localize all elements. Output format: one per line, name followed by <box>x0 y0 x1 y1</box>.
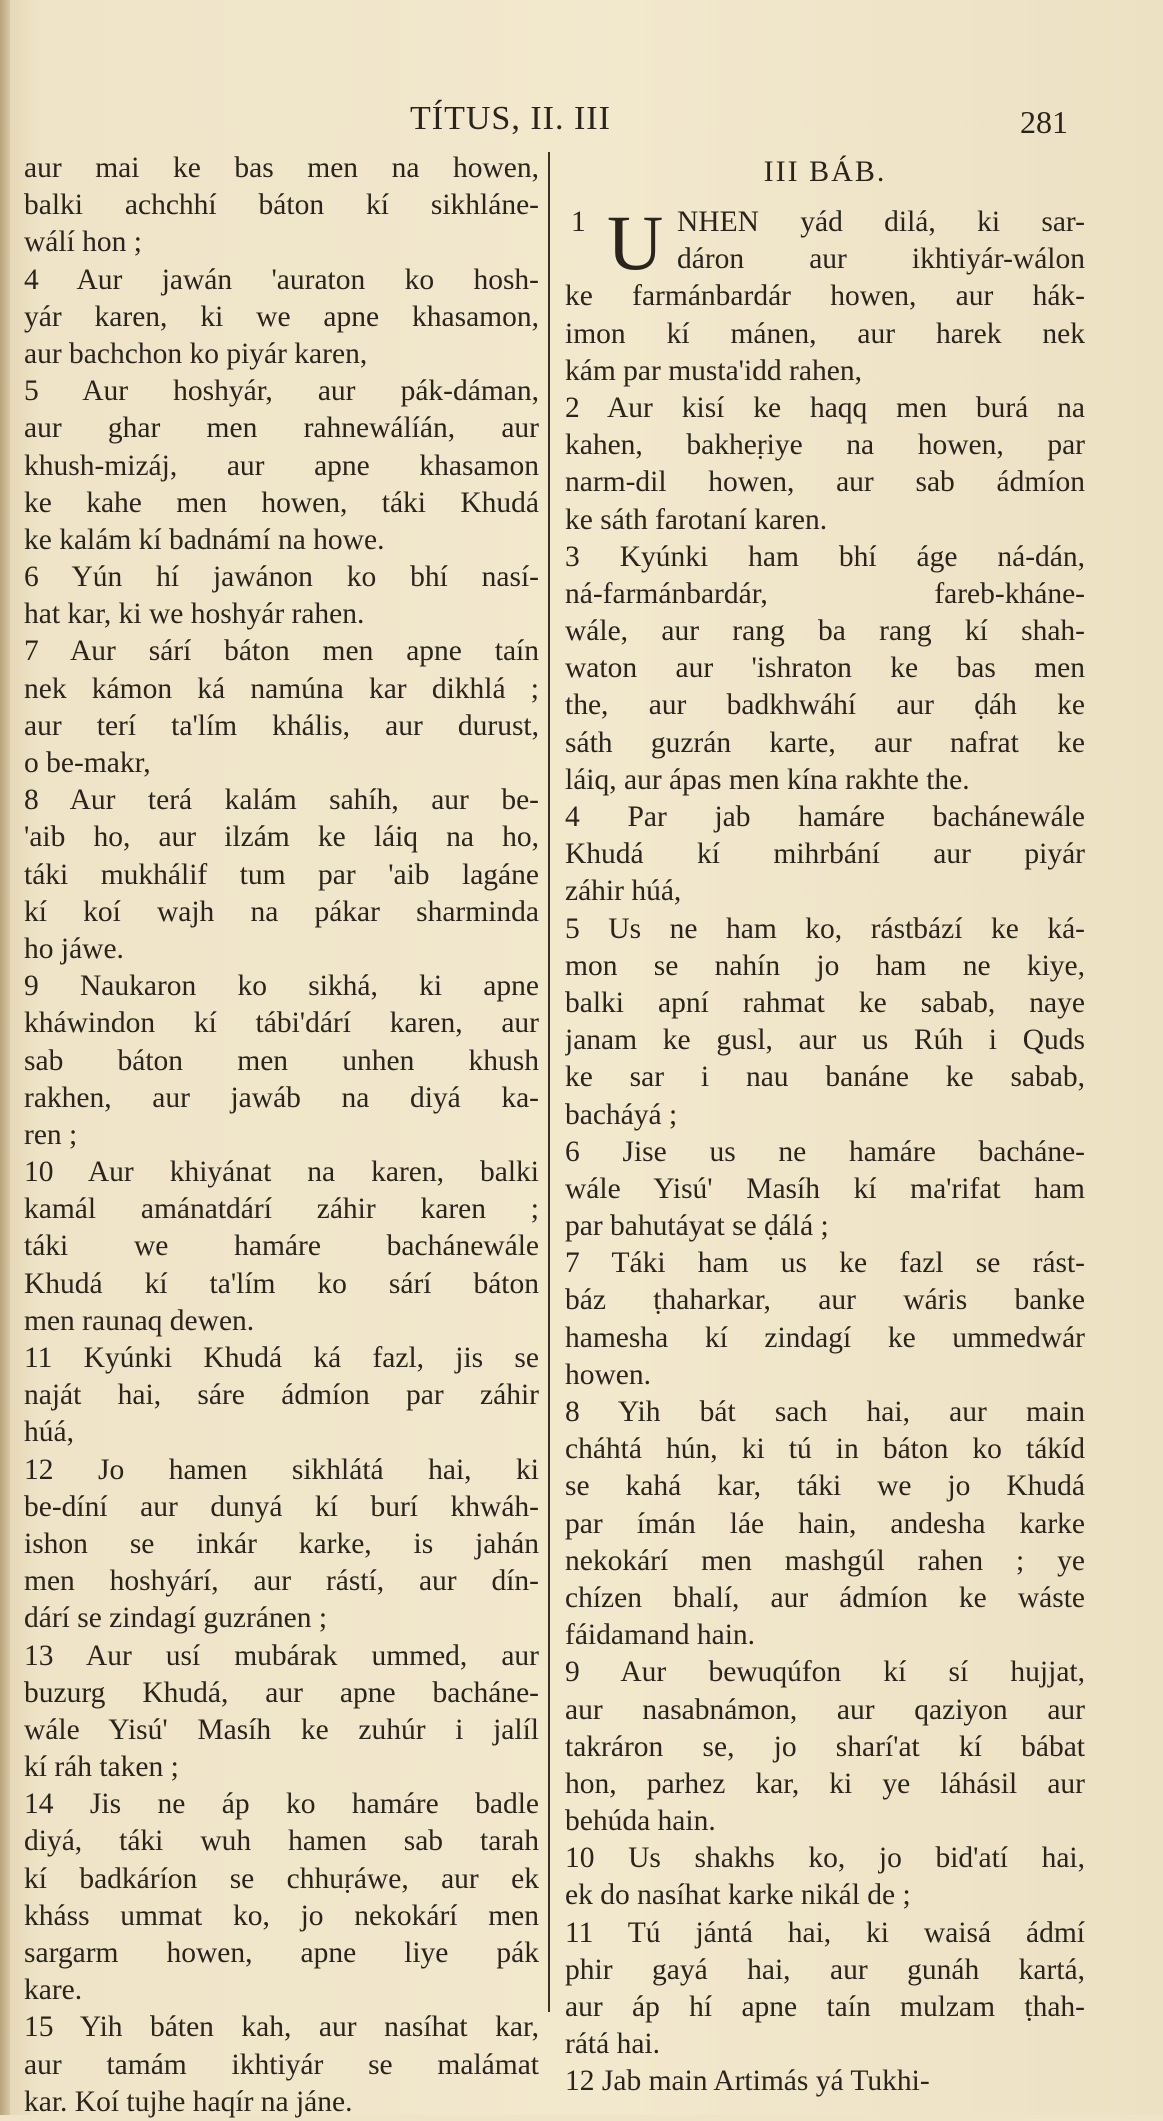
left-column <box>24 150 539 2121</box>
page-number: 281 <box>1020 104 1068 140</box>
text-line: kare. <box>24 1974 83 2007</box>
text-line: ek do nasíhat karke nikál de ; <box>565 1879 911 1912</box>
text-line: se kahá kar, táki we jo Khudá <box>565 1470 1085 1503</box>
text-line: kháwindon kí tábi'dárí karen, aur <box>24 1007 539 1040</box>
text-line: aur áp hí apne taín mulzam ṭhah- <box>565 1991 1085 2023</box>
text-line: waton aur 'ishraton ke bas men <box>565 652 1085 685</box>
text-line: diyá, táki wuh hamen sab tarah <box>24 1825 539 1858</box>
text-line: men hoshyárí, aur rástí, aur dín- <box>24 1565 539 1598</box>
running-title: TÍTUS, II. III <box>410 100 611 137</box>
text-line: sab báton men unhen khush <box>24 1044 539 1077</box>
text-line: 9 Aur bewuqúfon kí sí hujjat, <box>565 1656 1085 1689</box>
text-line: aur tamám ikhtiyár se malámat <box>24 2048 539 2081</box>
text-line: hon, parhez kar, ki ye láhásil aur <box>565 1767 1085 1800</box>
drop-cap: U <box>607 199 664 286</box>
text-line: men raunaq dewen. <box>24 1304 255 1337</box>
text-line: wále Yisú' Masíh ke zuhúr i jalíl <box>24 1713 539 1746</box>
text-line: 6 Jise us ne hamáre bacháne- <box>565 1135 1085 1168</box>
text-line: dárí se zindagí guzránen ; <box>24 1602 328 1635</box>
text-line: Khudá kí ta'lím ko sárí báton <box>24 1267 539 1300</box>
text-line: kamál amánatdárí záhir karen ; <box>24 1193 539 1226</box>
text-line: 9 Naukaron ko sikhá, ki apne <box>24 970 539 1003</box>
text-line: sáth guzrán karte, aur nafrat ke <box>565 726 1085 759</box>
text-line: par bahutáyat se ḍálá ; <box>565 1210 829 1243</box>
verse-1-line-2: dáron aur ikhtiyár-wálon <box>677 243 1085 276</box>
text-line: ke farmánbardár howen, aur hák- <box>565 280 1085 313</box>
text-line: ho jáwe. <box>24 932 124 965</box>
verse-1-number: 1 <box>571 206 586 238</box>
column-divider <box>548 152 550 2012</box>
text-line: 15 Yih báten kah, aur nasíhat kar, <box>24 2011 539 2044</box>
text-line: wálí hon ; <box>24 226 142 259</box>
text-line: phir gayá hai, aur gunáh kartá, <box>565 1953 1085 1986</box>
text-line: howen. <box>565 1358 652 1391</box>
text-line: kháss ummat ko, jo nekokárí men <box>24 1899 539 1932</box>
text-line: 10 Us shakhs ko, jo bid'atí hai, <box>565 1842 1085 1875</box>
text-line: ishon se inkár karke, is jahán <box>24 1527 539 1560</box>
text-line: 'aib ho, aur ilzám ke láiq na ho, <box>24 821 539 854</box>
text-line: kahen, bakheṛiye na howen, par <box>565 429 1085 462</box>
text-line: 7 Aur sárí báton men apne taín <box>24 635 539 668</box>
text-line: ke sáth farotaní karen. <box>565 503 828 536</box>
text-line: 12 Jo hamen sikhlátá hai, ki <box>24 1453 539 1486</box>
text-line: ke kalám kí badnámí na howe. <box>24 523 385 556</box>
text-line: ke kahe men howen, táki Khudá <box>24 486 539 519</box>
text-line: aur ghar men rahnewálíán, aur <box>24 412 539 445</box>
text-line: 8 Aur terá kalám sahíh, aur be- <box>24 784 539 817</box>
text-line: 5 Us ne ham ko, rástbází ke ká- <box>565 912 1085 945</box>
verse-1-opening <box>565 199 1085 286</box>
text-line: 3 Kyúnki ham bhí áge ná-dán, <box>565 540 1085 573</box>
text-line: wále Yisú' Masíh kí ma'rifat ham <box>565 1172 1085 1205</box>
text-line: imon kí mánen, aur harek nek <box>565 317 1085 350</box>
text-line: táki we hamáre bachánewále <box>24 1230 539 1263</box>
text-line: láiq, aur ápas men kína rakhte the. <box>565 763 970 796</box>
text-line: 7 Táki ham us ke fazl se rást- <box>565 1247 1085 1280</box>
text-line: 8 Yih bát sach hai, aur main <box>565 1396 1085 1428</box>
text-line: behúda hain. <box>565 1805 716 1838</box>
text-line: be-díní aur dunyá kí burí khwáh- <box>24 1490 539 1523</box>
text-line: takráron se, jo sharí'at kí bábat <box>565 1730 1085 1763</box>
text-line: khush-mizáj, aur apne khasamon <box>24 449 539 482</box>
verse-1-line-1: NHEN yád dilá, ki sar- <box>677 206 1085 238</box>
text-line: sargarm howen, apne liye pák <box>24 1937 539 1969</box>
text-line: wále, aur rang ba rang kí shah- <box>565 615 1085 648</box>
text-line: 5 Aur hoshyár, aur pák-dáman, <box>24 375 539 408</box>
text-line: chízen bhalí, aur ádmíon ke wáste <box>565 1581 1085 1614</box>
text-line: 11 Kyúnki Khudá ká fazl, jis se <box>24 1342 539 1374</box>
text-line: 2 Aur kisí ke haqq men burá na <box>565 391 1085 424</box>
page-binding-edge <box>0 0 10 2115</box>
text-line: hamesha kí zindagí ke ummedwár <box>565 1321 1085 1354</box>
text-line: kí ráh taken ; <box>24 1751 179 1784</box>
text-line: húá, <box>24 1416 74 1449</box>
text-line: 4 Aur jawán 'auraton ko hosh- <box>24 263 539 296</box>
text-line: 6 Yún hí jawánon ko bhí nasí- <box>24 561 539 594</box>
text-line: kí badkáríon se chhuṛáwe, aur ek <box>24 1862 539 1895</box>
text-line: aur terí ta'lím khális, aur durust, <box>24 709 539 742</box>
text-line: táki mukhálif tum par 'aib lagáne <box>24 858 539 891</box>
page-header <box>0 100 1163 150</box>
text-line: bacháyá ; <box>565 1098 678 1131</box>
text-line: kar. Koí tujhe haqír na jáne. <box>24 2085 353 2118</box>
right-column-text <box>565 278 1085 2100</box>
right-column <box>565 150 1085 2101</box>
text-line: ná-farmánbardár, fareb-kháne- <box>565 577 1085 610</box>
text-line: rátá hai. <box>565 2028 660 2061</box>
text-line: aur bachchon ko piyár karen, <box>24 337 368 370</box>
text-line: Khudá kí mihrbání aur piyár <box>565 838 1085 871</box>
text-line: yár karen, ki we apne khasamon, <box>24 300 539 333</box>
text-line: par ímán láe hain, andesha karke <box>565 1507 1085 1540</box>
text-line: janam ke gusl, aur us Rúh i Quds <box>565 1024 1085 1057</box>
chapter-heading: III BÁB. <box>763 155 887 188</box>
text-line: 10 Aur khiyánat na karen, balki <box>24 1156 539 1189</box>
text-line: naját hai, sáre ádmíon par záhir <box>24 1379 539 1412</box>
text-line: nek kámon ká namúna kar dikhlá ; <box>24 672 539 705</box>
text-line: the, aur badkhwáhí aur ḍáh ke <box>565 689 1085 722</box>
text-line: buzurg Khudá, aur apne bacháne- <box>24 1676 539 1709</box>
text-line: 12 Jab main Artimás yá Tukhi- <box>565 2065 930 2098</box>
text-line: ren ; <box>24 1118 78 1151</box>
text-line: cháhtá hún, ki tú in báton ko tákíd <box>565 1433 1085 1466</box>
text-line: narm-dil howen, aur sab ádmíon <box>565 466 1085 499</box>
text-line: ke sar i nau banáne ke sabab, <box>565 1061 1085 1094</box>
text-line: aur mai ke bas men na howen, <box>24 152 539 184</box>
text-line: záhir húá, <box>565 875 682 908</box>
text-line: mon se nahín jo ham ne kiye, <box>565 949 1085 982</box>
text-line: kám par musta'idd rahen, <box>565 354 862 387</box>
text-line: aur nasabnámon, aur qaziyon aur <box>565 1693 1085 1726</box>
text-line: 11 Tú jántá hai, ki waisá ádmí <box>565 1916 1085 1949</box>
text-line: báz ṭhaharkar, aur wáris banke <box>565 1284 1085 1317</box>
text-line: nekokárí men mashgúl rahen ; ye <box>565 1544 1085 1577</box>
text-line: balki achchhí báton kí sikhláne- <box>24 189 539 222</box>
text-line: balki apní rahmat ke sabab, naye <box>565 986 1085 1019</box>
text-line: o be-makr, <box>24 747 151 779</box>
text-line: rakhen, aur jawáb na diyá ka- <box>24 1081 539 1114</box>
text-line: 13 Aur usí mubárak ummed, aur <box>24 1639 539 1672</box>
text-line: 4 Par jab hamáre bachánewále <box>565 801 1085 833</box>
text-line: 14 Jis ne áp ko hamáre badle <box>24 1788 539 1821</box>
text-line: kí koí wajh na pákar sharminda <box>24 895 539 928</box>
text-line: hat kar, ki we hoshyár rahen. <box>24 598 365 631</box>
text-line: fáidamand hain. <box>565 1619 756 1652</box>
